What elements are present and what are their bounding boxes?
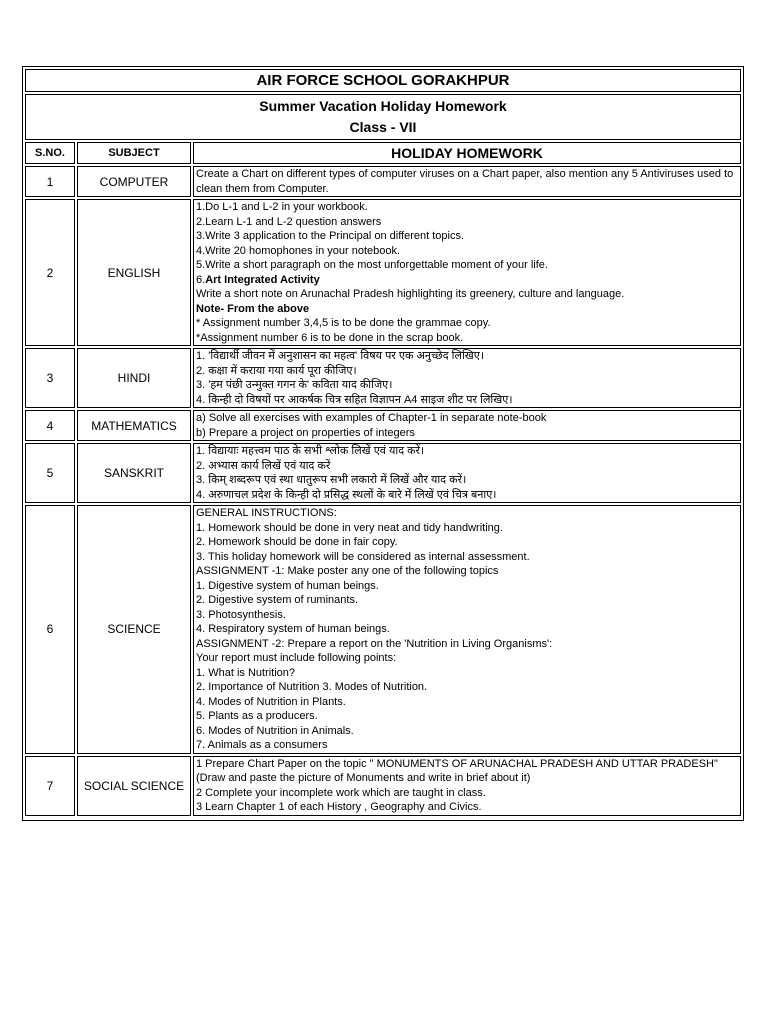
homework-cell xyxy=(193,199,741,346)
homework-line xyxy=(196,331,738,346)
homework-line xyxy=(196,521,738,536)
line-text: a) Solve all exercises with examples of Chapter-1 in separate note-book xyxy=(196,412,547,424)
homework-line xyxy=(196,709,738,724)
homework-line xyxy=(196,302,738,317)
line-emphasis: Art Integrated Activity xyxy=(205,273,320,286)
column-header-homework: HOLIDAY HOMEWORK xyxy=(193,142,741,164)
line-text: 7. Animals as a consumers xyxy=(196,739,328,751)
subject-cell: COMPUTER xyxy=(77,166,191,197)
homework-line xyxy=(196,622,738,637)
homework-line xyxy=(196,564,738,579)
homework-line xyxy=(196,244,738,259)
line-text: 2 Complete your incomplete work which are taught in class. xyxy=(196,786,486,799)
homework-line xyxy=(196,229,738,244)
row-number: 5 xyxy=(25,443,75,503)
line-text: ASSIGNMENT -2: Prepare a report on the 'Nutrition in Living Organisms': xyxy=(196,637,553,650)
line-text: 3.Write 3 application to the Principal on different topics. xyxy=(196,230,465,242)
line-text: 2. अभ्यास कार्य लिखें एवं याद करें xyxy=(196,459,331,472)
class-label: Class - VII xyxy=(349,119,417,135)
homework-line xyxy=(196,724,738,739)
table-header-row xyxy=(25,142,741,164)
line-text: 1. What is Nutrition? xyxy=(196,666,296,679)
table-row xyxy=(25,505,741,754)
row-number: 6 xyxy=(25,505,75,754)
line-text: 4. अरुणाचल प्रदेश के किन्ही दो प्रसिद्ध स्थलों के बारे में लिखें एवं चित्र बनाए। xyxy=(196,488,497,501)
subject-cell: SOCIAL SCIENCE xyxy=(77,756,191,816)
table-body xyxy=(25,166,741,816)
homework-line xyxy=(196,349,738,364)
line-text: 4. Respiratory system of human beings. xyxy=(196,623,390,635)
homework-line xyxy=(196,488,738,503)
homework-line xyxy=(196,579,738,594)
row-number: 2 xyxy=(25,199,75,346)
homework-cell xyxy=(193,348,741,408)
homework-line xyxy=(196,800,738,815)
homework-table xyxy=(25,140,741,818)
line-text: GENERAL INSTRUCTIONS: xyxy=(196,507,337,519)
homework-line xyxy=(196,637,738,652)
homework-line xyxy=(196,258,738,273)
line-text: 1 Prepare Chart Paper on the topic " MONUMENTS OF ARUNACHAL PRADESH AND UTTAR PRADESH" (Draw and paste the picture of Monuments and write in brief about it) xyxy=(196,757,718,784)
line-text: 4. किन्ही दो विषयों पर आकर्षक चित्र सहित विज्ञापन A4 साइज शीट पर लिखिए। xyxy=(196,393,513,406)
line-text: 3 Learn Chapter 1 of each History , Geography and Civics. xyxy=(196,801,482,813)
homework-line xyxy=(196,786,738,801)
line-text: 2.Learn L-1 and L-2 question answers xyxy=(196,215,382,228)
homework-cell xyxy=(193,410,741,441)
line-text: * Assignment number 3,4,5 is to be done the grammae copy. xyxy=(196,317,491,329)
homework-line xyxy=(196,550,738,565)
homework-line xyxy=(196,459,738,474)
line-prefix: 6. xyxy=(196,273,206,286)
line-text: 2. Homework should be done in fair copy. xyxy=(196,536,398,548)
homework-line xyxy=(196,535,738,550)
subject-cell: ENGLISH xyxy=(77,199,191,346)
table-row xyxy=(25,166,741,197)
subject-cell: HINDI xyxy=(77,348,191,408)
column-header-sno: S.NO. xyxy=(25,142,75,164)
line-text: 2. Importance of Nutrition 3. Modes of Nutrition. xyxy=(196,681,428,693)
homework-line xyxy=(196,200,738,215)
line-text: 3. 'हम पंछी उन्मुक्त गगन के' कविता याद कीजिए। xyxy=(196,379,393,391)
subject-cell: MATHEMATICS xyxy=(77,410,191,441)
table-row xyxy=(25,348,741,408)
homework-line xyxy=(196,378,738,393)
homework-line xyxy=(196,273,738,288)
homework-line xyxy=(196,680,738,695)
row-number: 3 xyxy=(25,348,75,408)
homework-cell xyxy=(193,166,741,197)
homework-line xyxy=(196,167,738,196)
line-text: b) Prepare a project on properties of integers xyxy=(196,426,415,439)
homework-line xyxy=(196,473,738,488)
line-text: 1. 'विद्यार्थी जीवन में अनुशासन का महत्व' विषय पर एक अनुच्छेद लिखिए। xyxy=(196,350,485,362)
line-text: 1. Homework should be done in very neat and tidy handwriting. xyxy=(196,521,503,534)
homework-line xyxy=(196,695,738,710)
row-number: 1 xyxy=(25,166,75,197)
homework-line xyxy=(196,215,738,230)
line-text: 4. Modes of Nutrition in Plants. xyxy=(196,695,346,708)
line-text: *Assignment number 6 is to be done in the scrap book. xyxy=(196,331,464,344)
homework-line xyxy=(196,411,738,426)
line-text: 1.Do L-1 and L-2 in your workbook. xyxy=(196,201,368,213)
table-row xyxy=(25,756,741,816)
row-number: 7 xyxy=(25,756,75,816)
homework-cell xyxy=(193,756,741,816)
table-row xyxy=(25,410,741,441)
line-text: 5.Write a short paragraph on the most unforgettable moment of your life. xyxy=(196,259,548,271)
homework-line xyxy=(196,608,738,623)
table-row xyxy=(25,443,741,503)
homework-cell xyxy=(193,443,741,503)
title-block xyxy=(25,94,741,140)
homework-line xyxy=(196,426,738,441)
homework-line xyxy=(196,316,738,331)
line-text: 1. विद्यायाः महत्त्वम पाठ के सभी श्लोक लिखें एवं याद करें। xyxy=(196,445,425,457)
school-name: AIR FORCE SCHOOL GORAKHPUR xyxy=(25,69,741,92)
row-number: 4 xyxy=(25,410,75,441)
subject-cell: SCIENCE xyxy=(77,505,191,754)
line-text: 2. कक्षा में कराया गया कार्य पूरा कीजिए। xyxy=(196,364,357,377)
homework-line xyxy=(196,287,738,302)
line-text: 6. Modes of Nutrition in Animals. xyxy=(196,724,354,737)
line-text: Write a short note on Arunachal Pradesh highlighting its greenery, culture and language. xyxy=(196,288,625,300)
line-text: Your report must include following points: xyxy=(196,652,397,664)
homework-line xyxy=(196,444,738,459)
homework-line xyxy=(196,393,738,408)
column-header-subject: SUBJECT xyxy=(77,142,191,164)
line-text: 4.Write 20 homophones in your notebook. xyxy=(196,244,401,257)
line-text: 1. Digestive system of human beings. xyxy=(196,579,379,592)
homework-cell xyxy=(193,505,741,754)
line-text: 3. Photosynthesis. xyxy=(196,608,286,621)
homework-line xyxy=(196,738,738,753)
homework-sheet xyxy=(22,66,744,821)
line-text: 2. Digestive system of ruminants. xyxy=(196,594,359,606)
line-text: 5. Plants as a producers. xyxy=(196,710,318,722)
line-emphasis: Note- From the above xyxy=(196,302,310,315)
line-text: 3. किम् शब्दरूप एवं स्था धातुरूप सभी लकारो में लिखें और याद करें। xyxy=(196,474,467,486)
homework-line xyxy=(196,651,738,666)
homework-line xyxy=(196,506,738,521)
line-text: 3. This holiday homework will be considered as internal assessment. xyxy=(196,550,530,563)
subject-cell: SANSKRIT xyxy=(77,443,191,503)
page-title: Summer Vacation Holiday Homework xyxy=(259,98,507,114)
line-text: ASSIGNMENT -1: Make poster any one of the following topics xyxy=(196,565,499,577)
homework-line xyxy=(196,666,738,681)
homework-line xyxy=(196,757,738,786)
homework-line xyxy=(196,364,738,379)
table-row xyxy=(25,199,741,346)
homework-line xyxy=(196,593,738,608)
line-text: Create a Chart on different types of computer viruses on a Chart paper, also mention any 5 Antiviruses used to clean them from Computer. xyxy=(196,168,734,195)
